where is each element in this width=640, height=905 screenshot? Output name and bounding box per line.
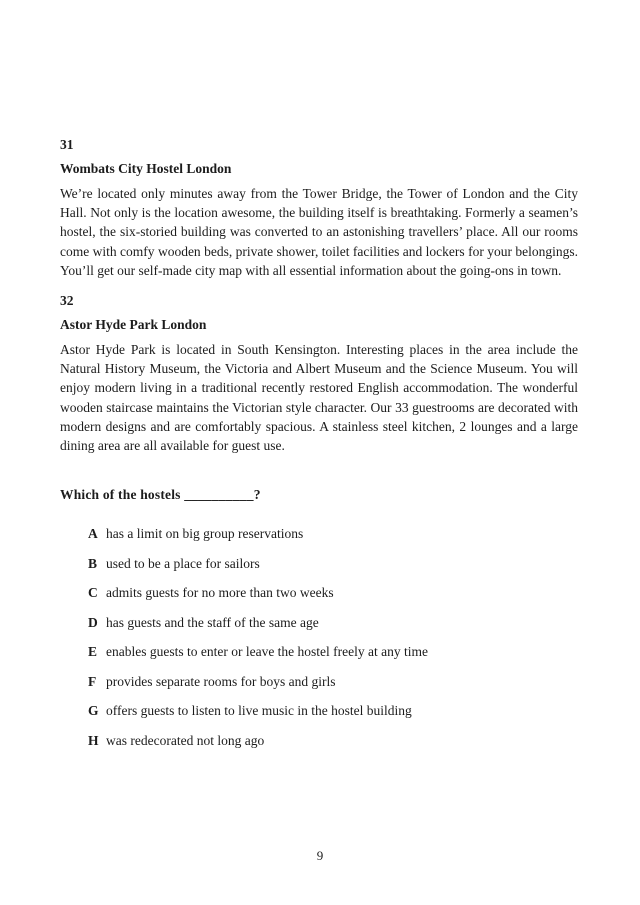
option-e [60,642,578,661]
option-text: provides separate rooms for boys and girls [106,673,336,689]
option-letter: F [88,673,97,689]
option-f [60,672,578,691]
page-number: 9 [316,848,324,863]
option-letter: A [88,526,98,542]
option-letter: B [88,555,98,571]
option-letter: G [88,703,99,719]
option-letter: D [88,614,98,630]
passage-body: Astor Hyde Park is located in South Kensington. Interesting places in the area include the Natural History Museum, the Victoria and Albert Museum and the Science Museum. You will enjoy modern living in a traditional recently restored English accommodation. The wonderful wooden staircase maintains the Victorian style character. Our 33 guestrooms are decorated with modern designs and are comfortably spacious. A stainless steel kitchen, 2 lounges and a large dining area are all available for guest use. [60,342,578,454]
option-g [60,701,578,720]
option-letter: C [88,585,98,601]
option-a [60,524,578,543]
item-number: 32 [60,293,74,309]
passage-title: Wombats City Hostel London [60,161,232,176]
option-letter: H [88,732,99,748]
option-text: has a limit on big group reservations [106,526,304,542]
passage-section-32 [60,293,578,455]
option-text: was redecorated not long ago [106,732,265,748]
passage-body: We’re located only minutes away from the Tower Bridge, the Tower of London and the City Hall. Not only is the location awesome, the building itself is breathtaking. Formerly a seamen’s hostel, the six-storied building was converted to an astonishing travellers’ place. All our rooms come with comfy wooden beds, private shower, toilet facilities and lockers for your belongings. You’ll get our self-made city map with all essential information about the going-ons in town. [60,186,578,278]
option-h [60,731,578,750]
option-d [60,613,578,632]
option-text: used to be a place for sailors [106,555,260,571]
item-number: 31 [60,137,74,152]
passage-section-31 [60,137,578,280]
question-prompt: Which of the hostels __________? [60,487,261,503]
option-text: enables guests to enter or leave the hostel freely at any time [106,644,429,660]
option-text: admits guests for no more than two weeks [106,585,334,601]
option-letter: E [88,644,98,660]
option-c [60,583,578,602]
passage-title: Astor Hyde Park London [60,317,207,333]
options-list [60,524,578,750]
option-text: has guests and the staff of the same age [106,614,319,630]
option-b [60,554,578,573]
option-text: offers guests to listen to live music in the hostel building [106,703,412,719]
